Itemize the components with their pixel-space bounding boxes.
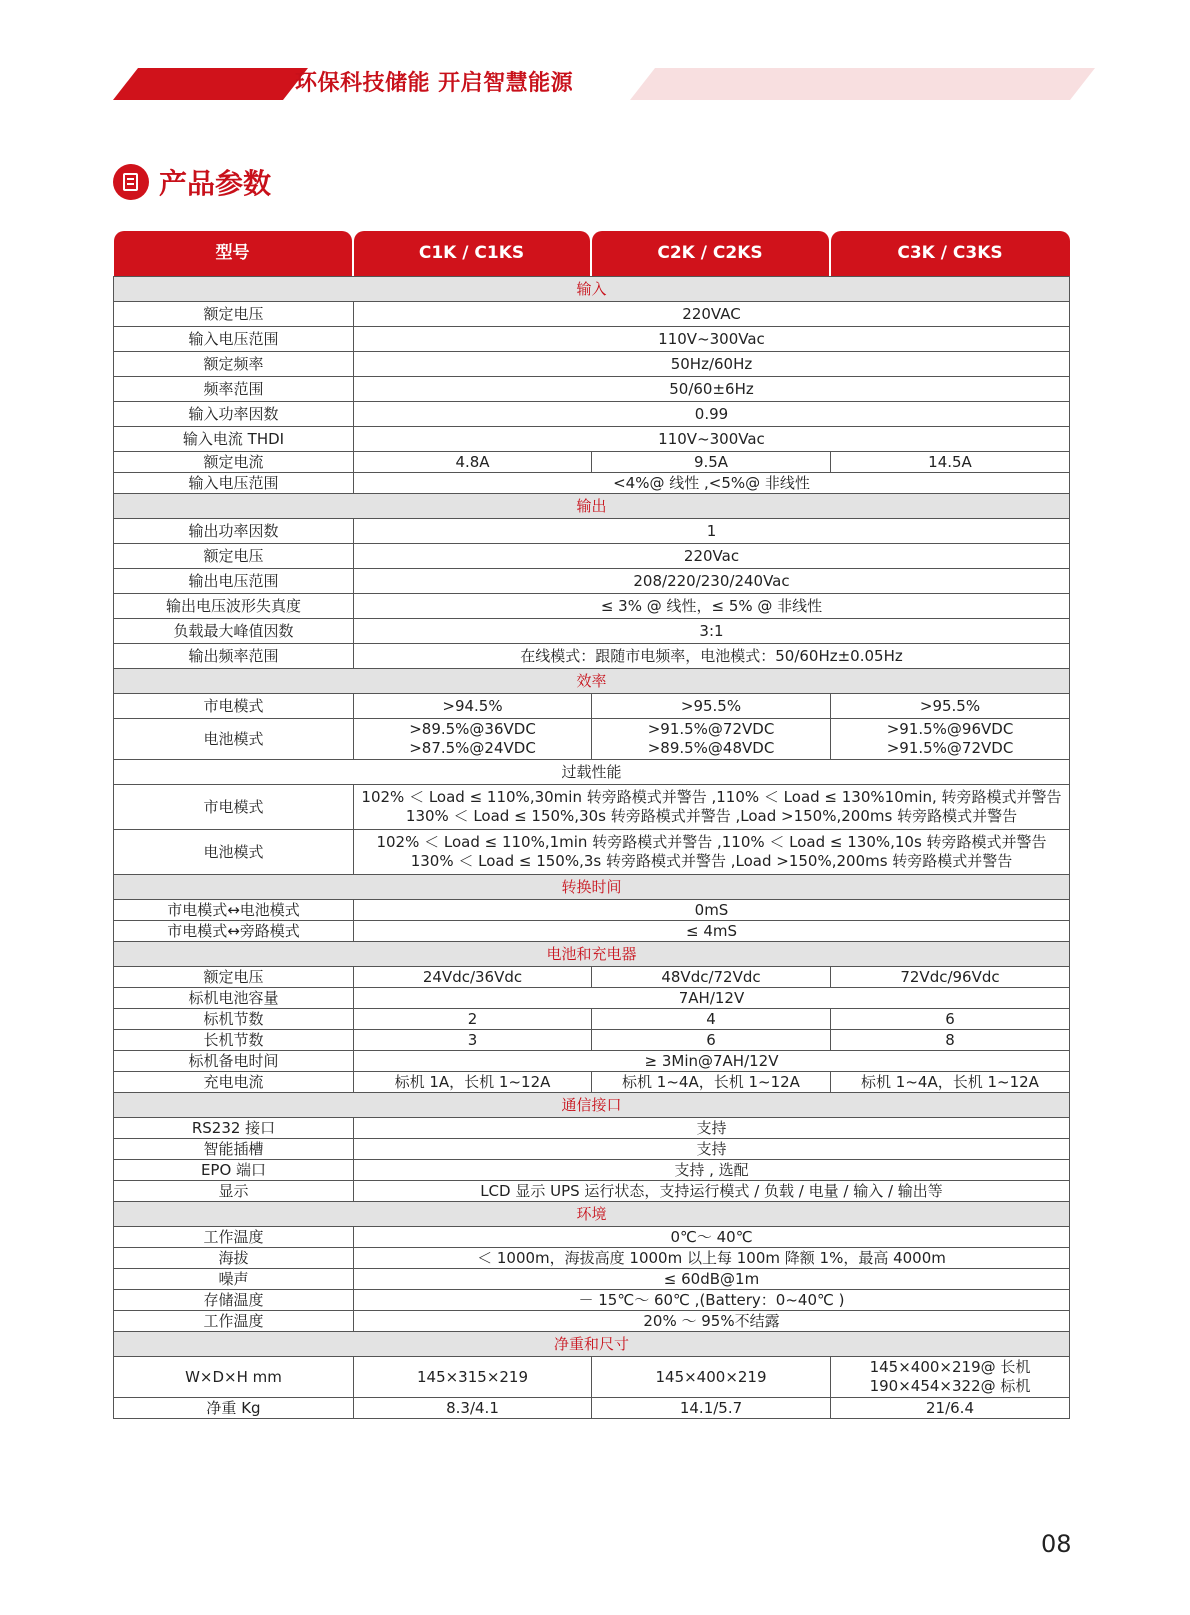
table-row: 市电模式↔电池模式 0mS	[114, 900, 1070, 921]
table-row: 输出频率范围 在线模式：跟随市电频率，电池模式：50/60Hz±0.05Hz	[114, 644, 1070, 669]
table-row: W×D×H mm 145×315×219 145×400×219 145×400×219@ 长机 190×454×322@ 标机	[114, 1357, 1070, 1398]
table-row: 额定电流 4.8A 9.5A 14.5A	[114, 452, 1070, 473]
slogan: 环保科技储能 开启智慧能源	[295, 71, 574, 96]
category-row-dims: 净重和尺寸	[114, 1332, 1070, 1357]
table-row: 市电模式↔旁路模式 ≤ 4mS	[114, 921, 1070, 942]
table-row: 负载最大峰值因数 3:1	[114, 619, 1070, 644]
category-row-overload: 过载性能	[114, 760, 1070, 785]
category-row-efficiency: 效率	[114, 669, 1070, 694]
table-row: 标机节数 2 4 6	[114, 1009, 1070, 1030]
header-c2k: C2K / C2KS	[592, 231, 831, 277]
category-row-transfer: 转换时间	[114, 875, 1070, 900]
category-row-output: 输出	[114, 494, 1070, 519]
section-title	[113, 162, 271, 202]
table-row: 输入电压范围 <4%@ 线性 ,<5%@ 非线性	[114, 473, 1070, 494]
category-row-comm: 通信接口	[114, 1093, 1070, 1118]
banner-pink-stripe	[630, 68, 1095, 100]
table-row: 显示 LCD 显示 UPS 运行状态，支持运行模式 / 负载 / 电量 / 输入 / 输出等	[114, 1181, 1070, 1202]
table-row: 额定电压 220Vac	[114, 544, 1070, 569]
table-row: 输出功率因数 1	[114, 519, 1070, 544]
category-row-input: 输入	[114, 277, 1070, 302]
category-row-battery: 电池和充电器	[114, 942, 1070, 967]
table-row: 额定电压 220VAC	[114, 302, 1070, 327]
table-row: 电池模式 102% ＜ Load ≤ 110%,1min 转旁路模式并警告 ,110% ＜ Load ≤ 130%,10s 转旁路模式并警告 130% ＜ Load ≤ 150%,3s 转旁路模式并警告 ,Load >150%,200ms 转旁路模式并警告	[114, 830, 1070, 875]
table-row: 标机电池容量 7AH/12V	[114, 988, 1070, 1009]
table-row: 频率范围 50/60±6Hz	[114, 377, 1070, 402]
table-row: 市电模式 >94.5% >95.5% >95.5%	[114, 694, 1070, 719]
table-row: 噪声 ≤ 60dB@1m	[114, 1269, 1070, 1290]
spec-table	[113, 231, 1070, 1419]
table-row: 智能插槽 支持	[114, 1139, 1070, 1160]
table-row: 额定电压 24Vdc/36Vdc 48Vdc/72Vdc 72Vdc/96Vdc	[114, 967, 1070, 988]
table-row: 输出电压范围 208/220/230/240Vac	[114, 569, 1070, 594]
table-row: 标机备电时间 ≥ 3Min@7AH/12V	[114, 1051, 1070, 1072]
table-row: 工作温度 20% ～ 95%不结露	[114, 1311, 1070, 1332]
table-row: 工作温度 0℃～ 40℃	[114, 1227, 1070, 1248]
table-row: 输入电压范围 110V~300Vac	[114, 327, 1070, 352]
table-row: 长机节数 3 6 8	[114, 1030, 1070, 1051]
table-row: 输入电流 THDI 110V~300Vac	[114, 427, 1070, 452]
header-banner	[0, 60, 1190, 105]
table-row: 充电电流 标机 1A，长机 1~12A 标机 1~4A，长机 1~12A 标机 1~4A，长机 1~12A	[114, 1072, 1070, 1093]
table-row: 海拔 ＜ 1000m，海拔高度 1000m 以上每 100m 降额 1%，最高 4000m	[114, 1248, 1070, 1269]
table-row: EPO 端口 支持 , 选配	[114, 1160, 1070, 1181]
table-row: 净重 Kg 8.3/4.1 14.1/5.7 21/6.4	[114, 1398, 1070, 1419]
table-row: 输入功率因数 0.99	[114, 402, 1070, 427]
table-row: RS232 接口 支持	[114, 1118, 1070, 1139]
header-c1k: C1K / C1KS	[354, 231, 592, 277]
header-model: 型号	[114, 231, 354, 277]
table-row: 电池模式 >89.5%@36VDC >87.5%@24VDC >91.5%@72VDC >89.5%@48VDC >91.5%@96VDC >91.5%@72VDC	[114, 719, 1070, 760]
category-row-env: 环境	[114, 1202, 1070, 1227]
table-row: 额定频率 50Hz/60Hz	[114, 352, 1070, 377]
banner-red-stripe	[113, 68, 308, 100]
header-c3k: C3K / C3KS	[831, 231, 1070, 277]
table-row: 市电模式 102% ＜ Load ≤ 110%,30min 转旁路模式并警告 ,110% ＜ Load ≤ 130%10min, 转旁路模式并警告 130% ＜ Load ≤ 150%,30s 转旁路模式并警告 ,Load >150%,200ms 转旁路模式并警告	[114, 785, 1070, 830]
table-header-row	[114, 231, 1070, 277]
section-title-text: 产品参数	[159, 167, 272, 200]
page-number: 08	[1041, 1530, 1072, 1558]
table-row: 存储温度 － 15℃～ 60℃ ,(Battery：0~40℃ )	[114, 1290, 1070, 1311]
table-row: 输出电压波形失真度 ≤ 3% @ 线性，≤ 5% @ 非线性	[114, 594, 1070, 619]
document-icon	[113, 164, 149, 200]
